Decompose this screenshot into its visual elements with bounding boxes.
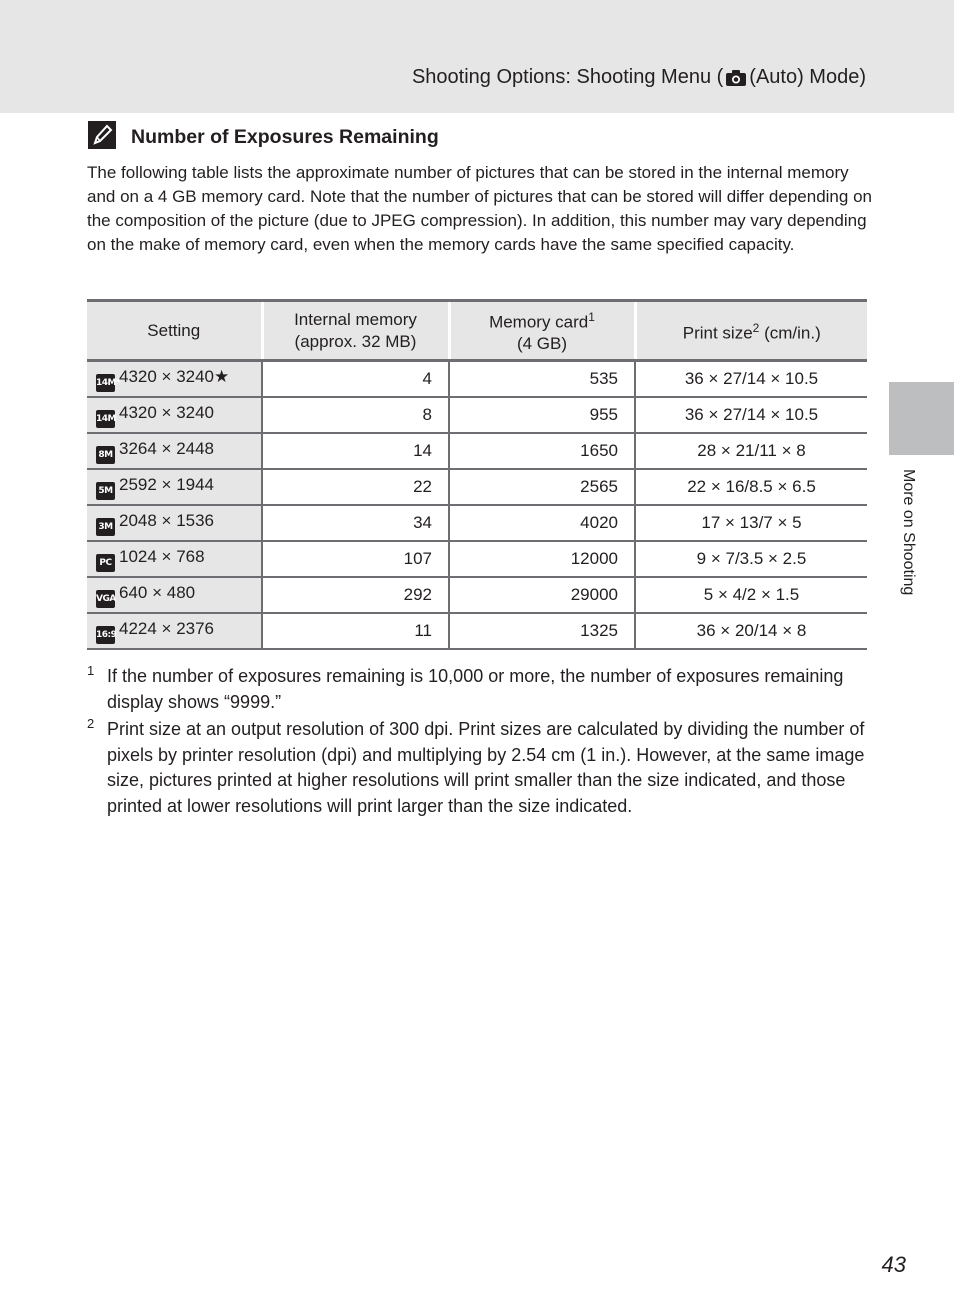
image-mode-icon: PC <box>96 554 115 572</box>
page-header-title <box>412 66 866 89</box>
image-mode-icon: 14M* <box>96 374 115 392</box>
table-header-row <box>87 301 867 361</box>
chapter-side-tab <box>889 382 954 455</box>
internal-count: 8 <box>262 397 449 433</box>
table-row <box>87 433 867 469</box>
page-header <box>0 0 954 113</box>
card-count: 1650 <box>449 433 635 469</box>
page-number: 43 <box>881 1252 906 1277</box>
image-mode-icon: 5M <box>96 482 115 500</box>
header-memory-card: Memory card$^1$ (4 GB) <box>449 301 635 361</box>
print-size: 36 × 27/14 × 10.5 <box>635 397 867 433</box>
image-mode-icon: 8M <box>96 446 115 464</box>
internal-count: 11 <box>262 613 449 649</box>
header-setting: Setting <box>87 301 262 361</box>
card-count: 955 <box>449 397 635 433</box>
image-mode-icon: 3M <box>96 518 115 536</box>
card-count: 2565 <box>449 469 635 505</box>
print-size: 36 × 20/14 × 8 <box>635 613 867 649</box>
header-title-prefix: Shooting Options: Shooting Menu ( <box>411 66 724 88</box>
print-size: 36 × 27/14 × 10.5 <box>635 361 867 398</box>
footnote-mark: 1 <box>87 663 95 678</box>
header-title-suffix: (Auto) Mode) <box>749 66 866 88</box>
setting-cell: VGA 640 × 480 <box>87 577 262 613</box>
exposures-table <box>87 299 867 650</box>
card-count: 1325 <box>449 613 635 649</box>
table-row <box>87 577 867 613</box>
print-size: 22 × 16/8.5 × 6.5 <box>635 469 867 505</box>
pencil-note-icon <box>88 121 116 149</box>
image-mode-icon: VGA <box>96 590 115 608</box>
section-heading: Number of Exposures Remaining <box>131 126 439 148</box>
camera-icon <box>725 69 747 87</box>
card-count: 12000 <box>449 541 635 577</box>
footnote-text: If the number of exposures remaining is 10,000 or more, the number of exposures remaining display shows “9999.” <box>107 666 844 712</box>
card-count: 4020 <box>449 505 635 541</box>
header-internal-memory: Internal memory (approx. 32 MB) <box>262 301 449 361</box>
setting-cell: 8M 3264 × 2448 <box>87 433 262 469</box>
footnote-mark: 2 <box>87 716 95 731</box>
footnote-1 <box>87 664 867 715</box>
internal-count: 107 <box>262 541 449 577</box>
internal-count: 34 <box>262 505 449 541</box>
image-mode-icon: 14M <box>96 410 115 428</box>
setting-cell: 3M 2048 × 1536 <box>87 505 262 541</box>
setting-cell: PC 1024 × 768 <box>87 541 262 577</box>
print-size: 28 × 21/11 × 8 <box>635 433 867 469</box>
image-mode-icon: 16:9 <box>96 626 115 644</box>
print-size: 5 × 4/2 × 1.5 <box>635 577 867 613</box>
table-row <box>87 397 867 433</box>
intro-paragraph: The following table lists the approximate number of pictures that can be stored in the internal memory and on a 4 GB memory card. Note that the number of pictures that can be stored will differ depending on the composition of the picture (due to JPEG compression). In addition, this number may vary depending on the make of memory card, even when the memory cards have the same specified capacity. <box>87 163 872 254</box>
footnote-text: Print size at an output resolution of 300 dpi. Print sizes are calculated by dividing the number of pixels by printer resolution (dpi) and multiplying by 2.54 cm (1 in.). However, at the same image size, pictures printed at higher resolutions will print smaller than the size indicated, and those printed at lower resolutions will print larger than the size indicated. <box>107 719 865 816</box>
table-row <box>87 361 867 398</box>
chapter-side-label: More on Shooting <box>900 469 917 596</box>
internal-count: 14 <box>262 433 449 469</box>
footnote-2 <box>87 717 867 819</box>
table-row <box>87 613 867 649</box>
internal-count: 292 <box>262 577 449 613</box>
setting-cell: 5M 2592 × 1944 <box>87 469 262 505</box>
table-row <box>87 469 867 505</box>
card-count: 29000 <box>449 577 635 613</box>
card-count: 535 <box>449 361 635 398</box>
internal-count: 22 <box>262 469 449 505</box>
setting-cell: 16:9 4224 × 2376 <box>87 613 262 649</box>
table-row <box>87 541 867 577</box>
internal-count: 4 <box>262 361 449 398</box>
table-row <box>87 505 867 541</box>
print-size: 9 × 7/3.5 × 2.5 <box>635 541 867 577</box>
header-print-size: Print size$^2$ (cm/in.) <box>635 301 867 361</box>
print-size: 17 × 13/7 × 5 <box>635 505 867 541</box>
setting-cell: 14M*4320 × 3240★ <box>87 361 262 398</box>
setting-cell: 14M 4320 × 3240 <box>87 397 262 433</box>
